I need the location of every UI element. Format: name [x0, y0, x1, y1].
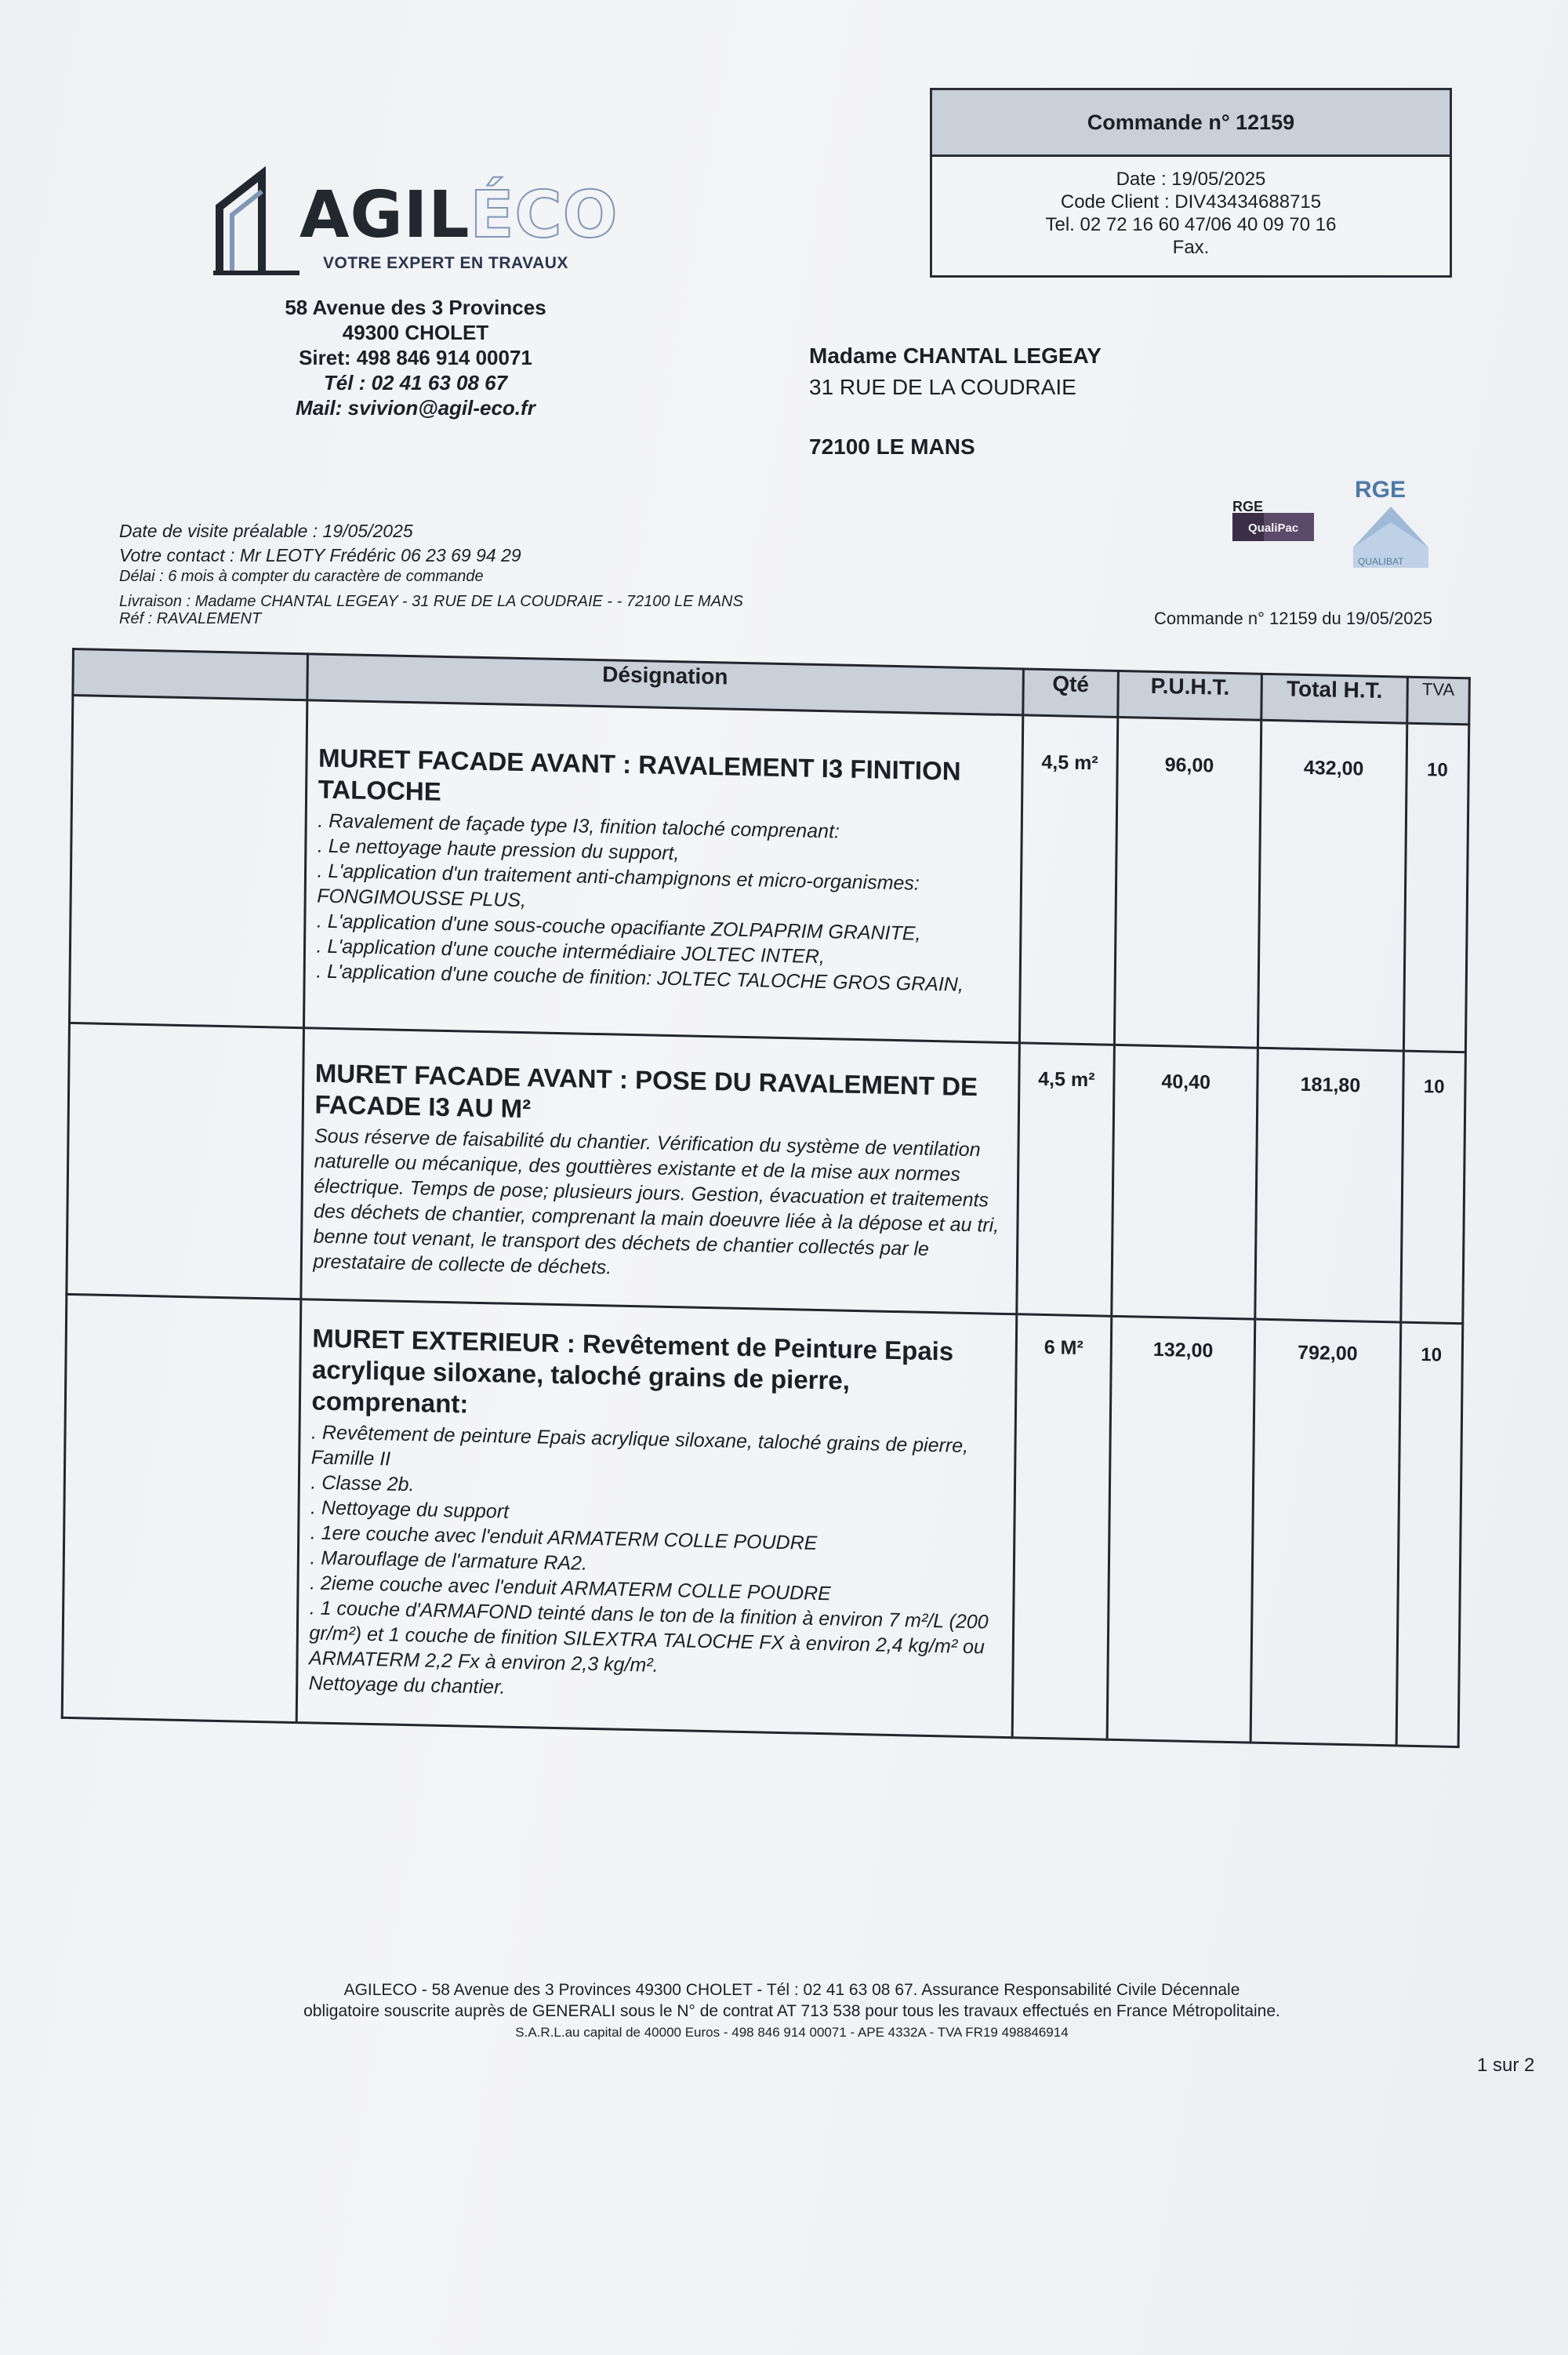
table-row — [67, 1023, 1466, 1323]
row-line: . Nettoyage du support — [310, 1496, 510, 1523]
row-puht: 40,40 — [1112, 1045, 1258, 1319]
row-total: 181,80 — [1255, 1048, 1403, 1322]
row-title: MURET FACADE AVANT : RAVALEMENT I3 FINITION TALOCHE — [318, 743, 961, 806]
row-puht: 96,00 — [1115, 717, 1262, 1048]
row-title: MURET EXTERIEUR : Revêtement de Peinture Epais acrylique siloxane, taloché grains de pierre, comprenant: — [311, 1323, 954, 1419]
row-line: . Le nettoyage haute pression du support, — [317, 834, 680, 865]
order-reference: Commande n° 12159 du 19/05/2025 — [1154, 609, 1432, 628]
row-line: . L'application d'une sous-couche opacifiante ZOLPAPRIM GRANITE, — [316, 910, 921, 945]
header-puht: P.U.H.T. — [1118, 671, 1262, 720]
row-line: . Marouflage de l'armature RA2. — [310, 1546, 588, 1575]
header-tva: TVA — [1406, 677, 1469, 725]
contact-info: Votre contact : Mr LEOTY Frédéric 06 23 69 94 29 — [119, 545, 521, 565]
client-code: Code Client : DIV43434688715 — [1060, 191, 1322, 213]
order-box — [930, 88, 1452, 278]
table-row — [62, 1294, 1463, 1746]
row-title: MURET FACADE AVANT : POSE DU RAVALEMENT DE FACADE I3 AU M² — [314, 1058, 978, 1124]
company-info — [235, 295, 596, 420]
company-siret: Siret: 498 846 914 00071 — [299, 346, 532, 369]
row-qty: 4,5 m² — [1016, 1043, 1114, 1316]
page-number: 1 sur 2 — [1477, 2055, 1535, 2076]
row-tva: 10 — [1400, 1051, 1465, 1324]
row-designation — [296, 1299, 1017, 1738]
logo-text-agil: AGIL — [299, 178, 470, 253]
client-street: 31 RUE DE LA COUDRAIE — [809, 375, 1076, 399]
company-logo — [213, 166, 637, 284]
row-line: Nettoyage du chantier. — [308, 1672, 506, 1699]
visit-date: Date de visite préalable : 19/05/2025 — [119, 521, 413, 541]
header-designation: Désignation — [307, 654, 1023, 715]
legal-footer — [227, 1979, 1356, 2043]
rge-qualipac-badge — [1229, 496, 1317, 544]
logo-text-eco: ÉCO — [470, 178, 619, 253]
client-name: Madame CHANTAL LEGEAY — [809, 343, 1102, 368]
row-blank-cell — [67, 1023, 303, 1299]
footer-line-3: S.A.R.L.au capital de 40000 Euros - 498 846 914 00071 - APE 4332A - TVA FR19 498846914 — [515, 2025, 1069, 2040]
header-qty: Qté — [1022, 669, 1118, 718]
company-city: 49300 CHOLET — [342, 321, 489, 344]
row-designation — [300, 1028, 1019, 1314]
order-fax: Fax. — [1172, 237, 1210, 258]
row-line: . 1ere couche avec l'enduit ARMATERM COLLE POUDRE — [310, 1521, 818, 1554]
row-qty: 6 M² — [1012, 1314, 1112, 1739]
rge-qualipac-label: RGE — [1232, 499, 1264, 514]
client-address — [809, 340, 1102, 463]
header-total: Total H.T. — [1261, 674, 1407, 723]
delay-info: Délai : 6 mois à compter du caractère de commande — [119, 568, 484, 585]
order-title: Commande n° 12159 — [932, 90, 1450, 157]
row-line: . L'application d'une couche de finition: JOLTEC TALOCHE GROS GRAIN, — [316, 960, 964, 996]
visit-info — [119, 519, 743, 627]
row-line: . L'application d'un traitement anti-champignons et micro-organismes: FONGIMOUSSE PLUS, — [317, 860, 920, 912]
row-total: 792,00 — [1251, 1319, 1401, 1746]
row-line: . L'application d'une couche intermédiaire JOLTEC INTER, — [316, 935, 826, 969]
logo-tagline: VOTRE EXPERT EN TRAVAUX — [323, 254, 568, 272]
rge-qualibat-badge — [1347, 474, 1435, 572]
rge-qualipac-sub: QualiPac — [1248, 522, 1299, 535]
company-address: 58 Avenue des 3 Provinces — [285, 296, 546, 319]
row-designation — [303, 700, 1022, 1043]
row-line: . Ravalement de façade type I3, finition taloché comprenant: — [318, 809, 840, 843]
client-city: 72100 LE MANS — [809, 434, 975, 459]
rge-qualibat-sub: QUALIBAT — [1358, 556, 1404, 567]
row-tva: 10 — [1403, 723, 1469, 1052]
footer-line-2: obligatoire souscrite auprès de GENERALI sous le N° de contrat AT 713 538 pour tous les travaux effectués en France Métropolitaine. — [303, 2002, 1280, 2020]
row-line: . 1 couche d'ARMAFOND teinté dans le ton de la finition à environ 7 m²/L (200 gr/m²) et 1 couche de finition SILEXTRA TALOCHE FX à environ 2,4 kg/m² ou ARMATERM 2,2 Fx à environ 2,3 kg/m². — [308, 1597, 989, 1677]
delivery-info: Livraison : Madame CHANTAL LEGEAY - 31 RUE DE LA COUDRAIE - - 72100 LE MANS — [119, 593, 743, 610]
row-blank-cell — [62, 1294, 300, 1722]
row-line: . 2ieme couche avec l'enduit ARMATERM COLLE POUDRE — [309, 1572, 831, 1605]
row-qty: 4,5 m² — [1019, 715, 1118, 1045]
order-date: Date : 19/05/2025 — [1116, 169, 1266, 190]
header-blank — [73, 649, 307, 700]
company-tel: Tél : 02 41 63 08 67 — [323, 371, 508, 394]
row-tva: 10 — [1396, 1322, 1463, 1747]
reference: Réf : RAVALEMENT — [119, 610, 262, 627]
row-line: . Classe 2b. — [310, 1471, 415, 1496]
order-tel: Tel. 02 72 16 60 47/06 40 09 70 16 — [1045, 214, 1337, 235]
footer-line-1: AGILECO - 58 Avenue des 3 Provinces 49300 CHOLET - Tél : 02 41 63 08 67. Assurance Responsabilité Civile Décennale — [343, 1981, 1240, 1999]
row-line: . Revêtement de peinture Epais acrylique siloxane, taloché grains de pierre, Famille II — [310, 1421, 969, 1470]
company-mail: Mail: svivion@agil-eco.fr — [296, 396, 535, 420]
table-row — [69, 696, 1468, 1052]
row-total: 432,00 — [1258, 720, 1407, 1051]
row-line: Sous réserve de faisabilité du chantier. Vérification du système de ventilation naturelle ou mécanique, des gouttières existante et de la mise aux normes électrique. Temps de pose; plusieurs jours. Gestion, évacuation et traitements des déchets de chantier, comprenant la main doeuvre liée à la dépose et au tri, benne tout venant, le transport des déchets de chantier collectés par le prestataire de collecte de déchets. — [313, 1125, 1000, 1279]
rge-qualibat-label: RGE — [1355, 477, 1406, 503]
row-blank-cell — [69, 696, 307, 1028]
row-puht: 132,00 — [1107, 1316, 1255, 1743]
items-table — [61, 648, 1471, 1748]
